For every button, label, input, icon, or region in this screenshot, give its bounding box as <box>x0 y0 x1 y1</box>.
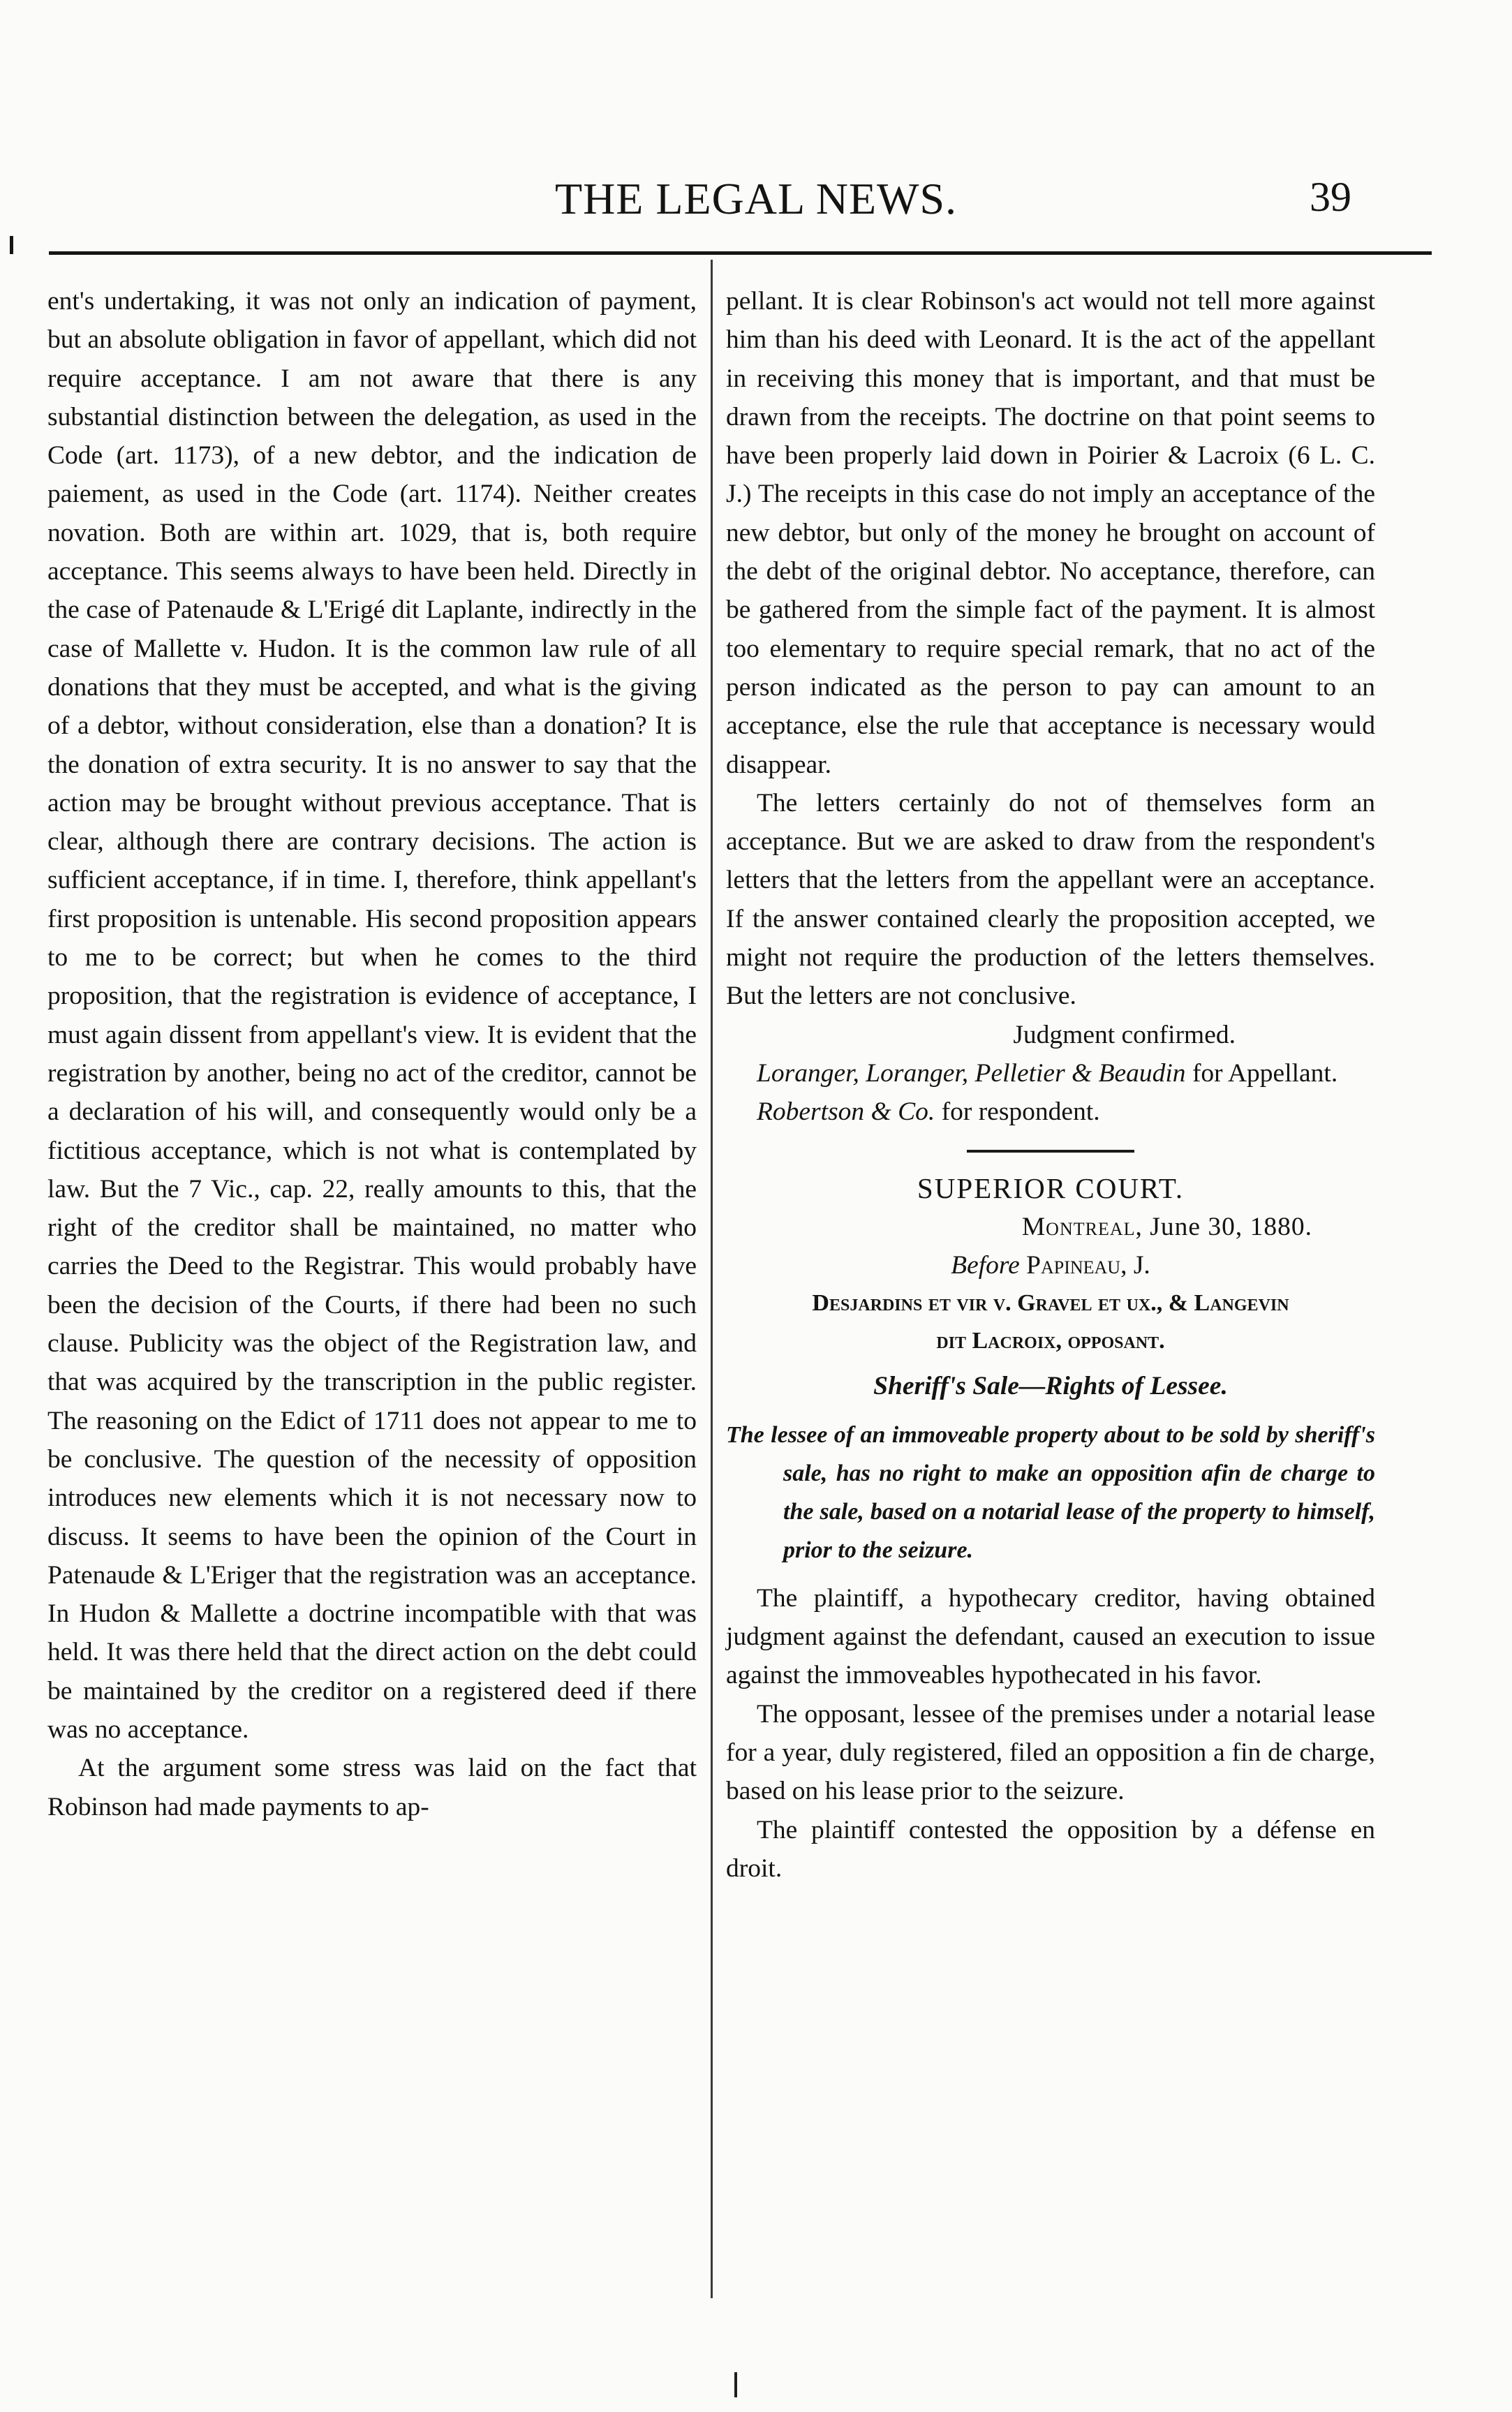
section-rule <box>967 1150 1134 1153</box>
judge-before: Before <box>951 1251 1027 1280</box>
court-date-city: Montreal, <box>1021 1212 1143 1241</box>
court-date: June 30, 1880. <box>1142 1212 1312 1241</box>
bottom-mark <box>734 2372 737 2397</box>
right-paragraph-5: The plaintiff contested the opposition by a défense en droit. <box>726 1815 1375 1883</box>
counsel-respondent-names: Robertson & Co. <box>757 1097 935 1127</box>
parties-line-2: dit Lacroix, opposant. <box>936 1328 1165 1354</box>
left-paragraph-1: ent's undertaking, it was not only an indication of payment, but an absolute obligation in favor of appellant, which did not require acceptance. I am not aware that there is any substantial distinction between the delegation, as used in the Code (art. 1173), of a new debtor, and the indication de paiement, as used in the Code (art. 1174). Neither creates novation. Both are within art. 1029, that is, both require acceptance. This seems always to have been held. Directly in the case of Patenaude & L'Erigé dit Laplante, indirectly in the case of Mallette v. Hudon. It is the common law rule of all donations that they must be accepted, and what is the giving of a debtor, without consideration, else than a donation? It is the donation of extra security. It is no answer to say that the action may be brought without previous acceptance. That is clear, although there are contrary decisions. The action is sufficient acceptance, if in time. I, therefore, think appellant's first proposition is untenable. His second proposition appears to me to be correct; but when he comes to the third proposition, that the registration is evidence of acceptance, I must again dissent from appellant's view. It is evident that the registration by another, being no act of the creditor, cannot be a declaration of his will, and consequently would only be a fictitious acceptance, which is not what is contemplated by law. But the 7 Vic., cap. 22, really amounts to this, that the right of the creditor shall be maintained, no matter who carries the Deed to the Registrar. This would probably have been the decision of the Courts, if there had been no such clause. Publicity was the object of the Registration law, and that was acquired by the transcription in the public register. The reasoning on the Edict of 1711 does not appear to me to be conclusive. The question of the necessity of opposition introduces new elements which it is not necessary now to discuss. It seems to have been the opinion of the Court in Patenaude & L'Eriger that the registration was an acceptance. In Hudon & Mallette a doctrine incompatible with that was held. It was there held that the direct action on the debt could be maintained by the creditor on a registered deed if there was no acceptance. <box>47 287 697 1744</box>
column-divider <box>711 260 713 2298</box>
left-paragraph-2: At the argument some stress was laid on the fact that Robinson had made payments to ap- <box>47 1754 697 1821</box>
judge-name: Papineau <box>1026 1251 1121 1280</box>
right-paragraph-4: The opposant, lessee of the premises under a notarial lease for a year, duly registered, filed an opposition a fin de charge, based on his lease prior to the seizure. <box>726 1699 1375 1806</box>
counsel-respondent-suffix: for respondent. <box>935 1097 1100 1127</box>
right-paragraph-3: The plaintiff, a hypothecary creditor, having obtained judgment against the defendant, caused an execution to issue against the immoveables hypothecated in his favor. <box>726 1583 1375 1690</box>
counsel-respondent <box>726 1093 1375 1131</box>
judge-line <box>726 1246 1375 1285</box>
headnote: The lessee of an immoveable property about to be sold by sheriff's sale, has no right to make an opposition afin de charge to the sale, based on a notarial lease of the property to himself, prior to the seizure. <box>726 1421 1375 1563</box>
left-column <box>47 282 697 1826</box>
counsel-appellant-suffix: for Appellant. <box>1185 1058 1338 1088</box>
right-column <box>726 282 1375 1888</box>
right-paragraph-1: pellant. It is clear Robinson's act would not tell more against him than his deed with Leonard. It is the act of the appellant in receiving this money that is important, and that must be drawn from the receipts. The doctrine on that point seems to have been properly laid down in Poirier & Lacroix (6 L. C. J.) The receipts in this case do not imply an acceptance of the new debtor, but only of the money he brought on account of the debt of the original debtor. No acceptance, therefore, can be gathered from the simple fact of the payment. It is almost too elementary to require special remark, that no act of the person indicated as the person to pay can amount to an acceptance, else the rule that acceptance is necessary would disappear. <box>726 287 1375 779</box>
right-paragraph-2: The letters certainly do not of themselves form an acceptance. But we are asked to draw from the respondent's letters that the letters from the appellant were an acceptance. If the answer contained clearly the proposition accepted, we might not require the production of the letters themselves. But the letters are not conclusive. <box>726 788 1375 1011</box>
header-rule <box>49 251 1432 255</box>
case-topic: Sheriff's Sale—Rights of Lessee. <box>873 1372 1228 1401</box>
judge-suffix: , J. <box>1120 1251 1150 1280</box>
parties-line-1: Desjardins et vir v. Gravel et ux., & Langevin <box>812 1290 1289 1317</box>
court-title: SUPERIOR COURT. <box>917 1171 1185 1204</box>
margin-mark <box>10 236 13 254</box>
running-head-title: THE LEGAL NEWS. <box>554 174 958 223</box>
page-number: 39 <box>1310 174 1351 220</box>
counsel-appellant-names: Loranger, Loranger, Pelletier & Beaudin <box>757 1058 1186 1088</box>
judgment-line: Judgment confirmed. <box>1013 1020 1236 1049</box>
court-date-line <box>726 1208 1375 1246</box>
counsel-appellant <box>726 1054 1375 1093</box>
